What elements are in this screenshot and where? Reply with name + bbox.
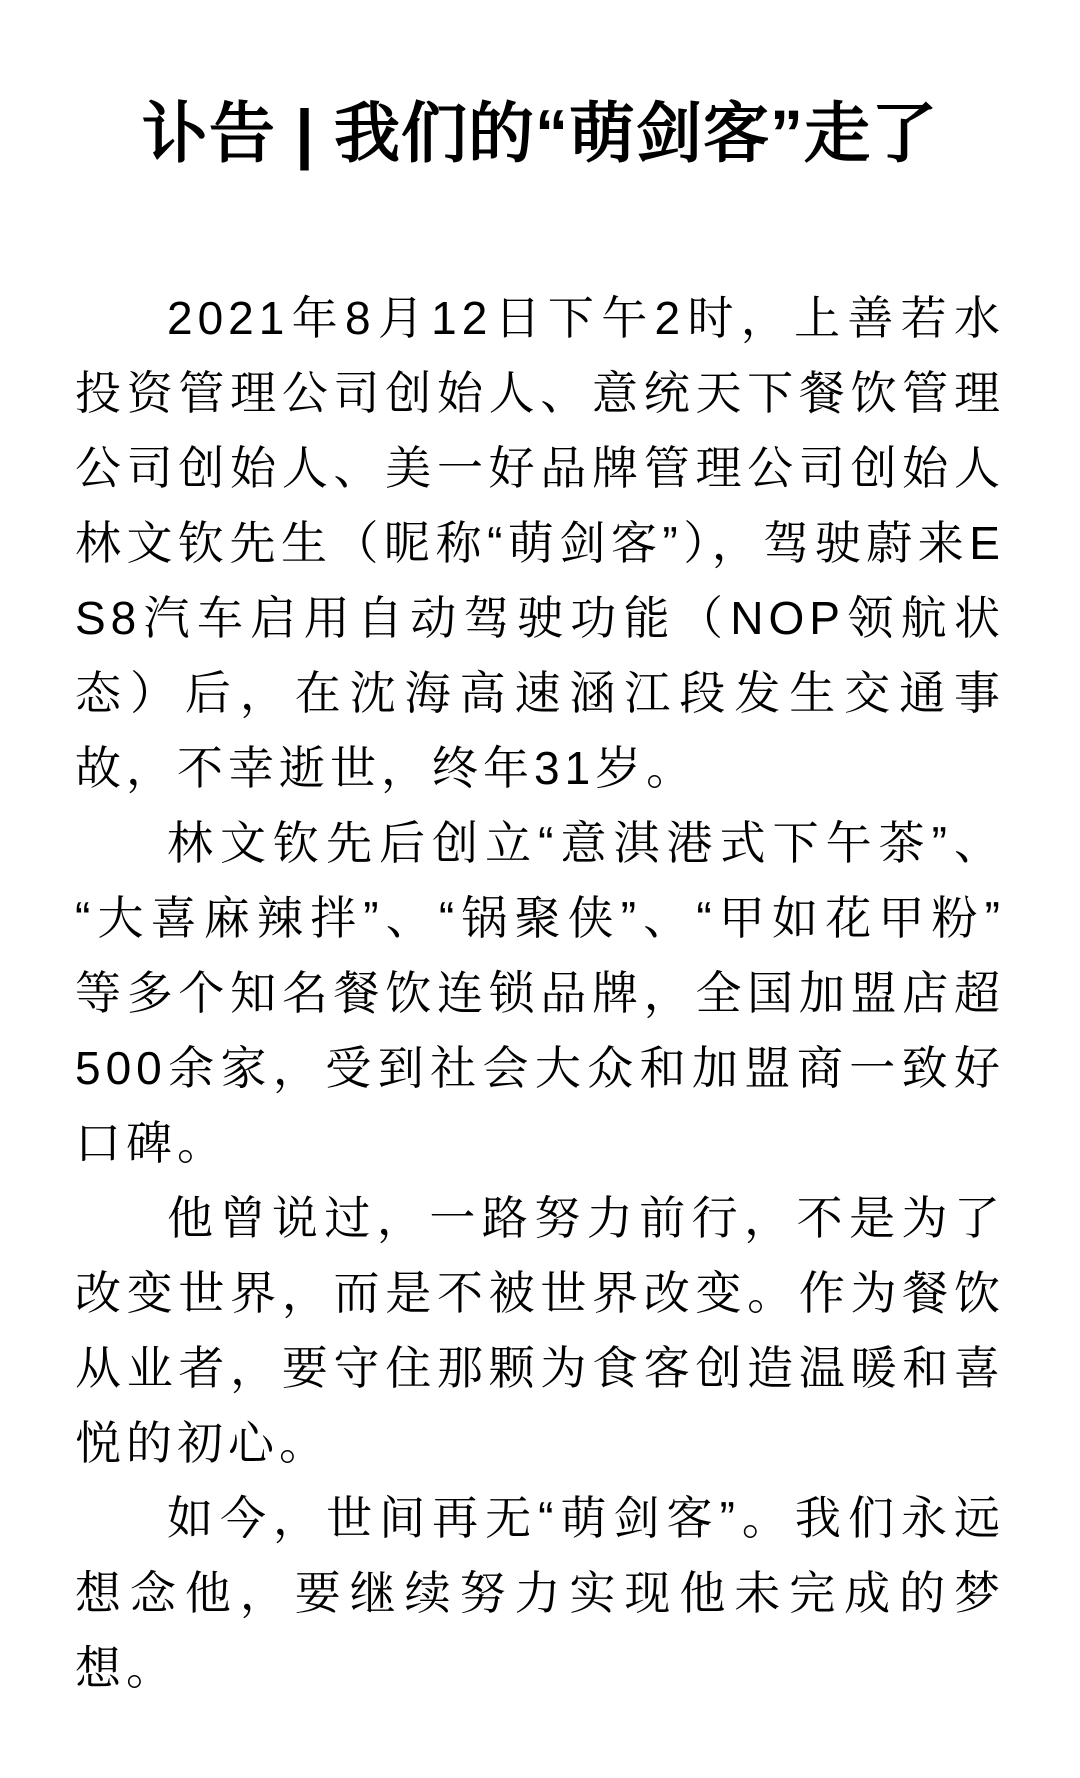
paragraph-personal-quote: 他曾说过，一路努力前行，不是为了改变世界，而是不被世界改变。作为餐饮从业者，要守住那颗为食客创造温暖和喜悦的初心。: [75, 1192, 1005, 1470]
paragraph-accident-notice: 2021年8月12日下午2时，上善若水投资管理公司创始人、意统天下餐饮管理公司创始人、美一好品牌管理公司创始人林文钦先生（昵称“萌剑客”），驾驶蔚来ES8汽车启用自动驾驶功能（NOP领航状态）后，在沈海高速涵江段发生交通事故，不幸逝世，终年31岁。: [75, 292, 1005, 795]
article-body: [0, 281, 1080, 1706]
paragraph-farewell: 如今，世间再无“萌剑客”。我们永远想念他，要继续努力实现他未完成的梦想。: [75, 1492, 1005, 1695]
paragraph-brand-achievements: 林文钦先后创立“意淇港式下午茶”、“大喜麻辣拌”、“锅聚侠”、“甲如花甲粉”等多个知名餐饮连锁品牌，全国加盟店超500余家，受到社会大众和加盟商一致好口碑。: [75, 817, 1005, 1170]
article-title: 讣告 | 我们的“萌剑客”走了: [141, 96, 939, 170]
